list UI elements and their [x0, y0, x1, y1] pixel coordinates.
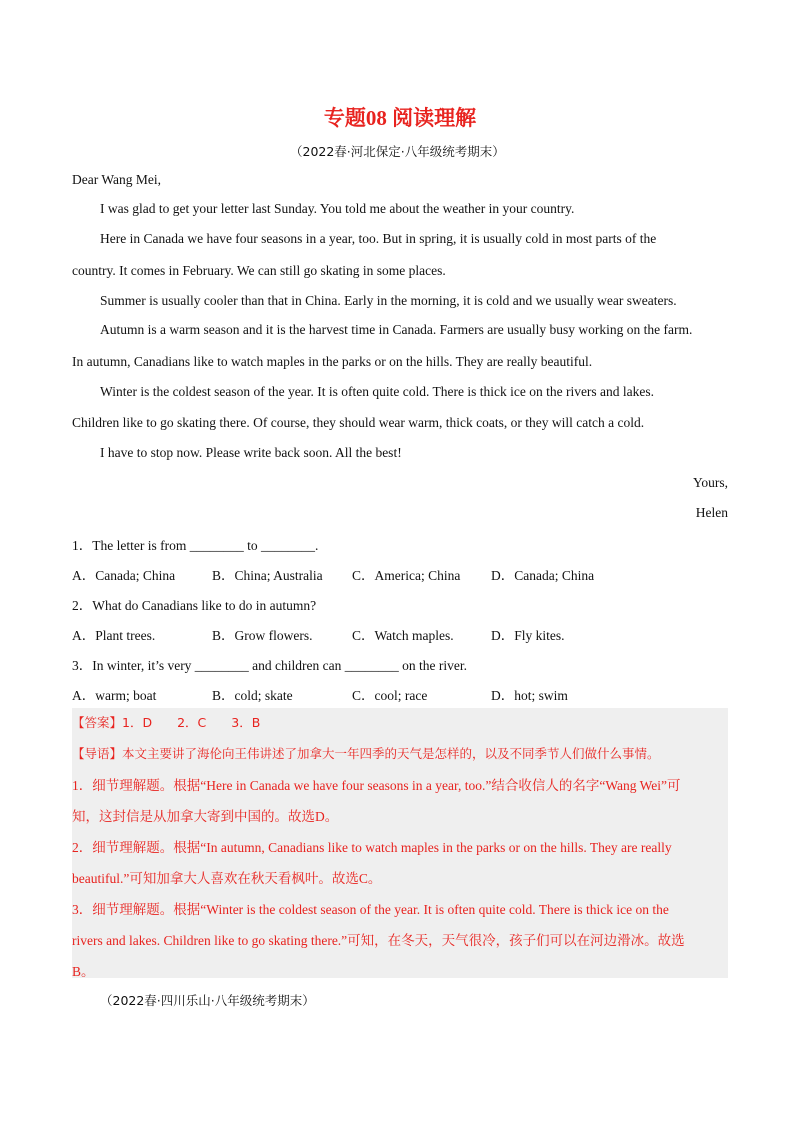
- letter-closing: Yours,: [692, 475, 728, 490]
- question-option: B．cold; skate: [212, 688, 293, 703]
- answer-explanation: 2．细节理解题。根据“In autumn, Canadians like to watch maples in the parks or on the hills. They are really: [72, 840, 672, 855]
- letter-paragraph: I was glad to get your letter last Sunday. You told me about the weather in your country.: [100, 201, 575, 216]
- answer-explanation: rivers and lakes. Children like to go skating there.”可知，在冬天，天气很冷，孩子们可以在河边滑冰。故选: [72, 933, 685, 948]
- question-option: D．Canada; China: [491, 568, 595, 583]
- question-stem: 1．The letter is from ________ to ________.: [72, 538, 319, 553]
- question-option: D．Fly kites.: [491, 628, 565, 643]
- letter-paragraph: country. It comes in February. We can still go skating in some places.: [72, 263, 446, 278]
- answer-guide: 【导语】本文主要讲了海伦向王伟讲述了加拿大一年四季的天气是怎样的，以及不同季节人们做什么事情。: [72, 746, 660, 761]
- question-option: B．Grow flowers.: [212, 628, 313, 643]
- question-option: C．cool; race: [352, 688, 428, 703]
- answer-explanation: 1．细节理解题。根据“Here in Canada we have four seasons in a year, too.”结合收信人的名字“Wang Wei”可: [72, 778, 681, 793]
- letter-signature: Helen: [695, 505, 728, 520]
- letter-paragraph: Summer is usually cooler than that in China. Early in the morning, it is cold and we usually wear sweaters.: [100, 293, 677, 308]
- answer-explanation: B。: [72, 964, 95, 979]
- letter-greeting: Dear Wang Mei,: [72, 172, 162, 187]
- source-label: （2022春·四川乐山·八年级统考期末）: [100, 993, 315, 1008]
- question-option: D．hot; swim: [491, 688, 568, 703]
- question-option: A．Canada; China: [72, 568, 176, 583]
- answer-explanation: 知，这封信是从加拿大寄到中国的。故选D。: [72, 809, 339, 824]
- question-option: A．warm; boat: [72, 688, 157, 703]
- question-option: A．Plant trees.: [72, 628, 156, 643]
- question-stem: 3．In winter, it’s very ________ and children can ________ on the river.: [72, 658, 468, 673]
- question-option: C．America; China: [352, 568, 461, 583]
- answer-explanation: 3．细节理解题。根据“Winter is the coldest season of the year. It is often quite cold. There is thick ice on the: [72, 902, 669, 917]
- source-label: （2022春·河北保定·八年级统考期末）: [290, 144, 505, 159]
- question-option: B．China; Australia: [212, 568, 323, 583]
- answer-explanation: beautiful.”可知加拿大人喜欢在秋天看枫叶。故选C。: [72, 871, 382, 886]
- question-stem: 2．What do Canadians like to do in autumn?: [72, 598, 317, 613]
- question-option: C．Watch maples.: [352, 628, 454, 643]
- letter-paragraph: Autumn is a warm season and it is the harvest time in Canada. Farmers are usually busy working on the farm.: [100, 322, 693, 337]
- letter-paragraph: Children like to go skating there. Of course, they should wear warm, thick coats, or they will catch a cold.: [72, 415, 645, 430]
- letter-paragraph: Here in Canada we have four seasons in a year, too. But in spring, it is usually cold in most parts of the: [100, 231, 657, 246]
- letter-paragraph: In autumn, Canadians like to watch maples in the parks or on the hills. They are really beautiful.: [72, 354, 593, 369]
- letter-paragraph: Winter is the coldest season of the year. It is often quite cold. There is thick ice on the rivers and lakes.: [100, 384, 655, 399]
- page-title: 专题08 阅读理解: [323, 106, 477, 130]
- letter-paragraph: I have to stop now. Please write back soon. All the best!: [100, 445, 402, 460]
- answer-key: 【答案】1．D 2．C 3．B: [72, 715, 261, 730]
